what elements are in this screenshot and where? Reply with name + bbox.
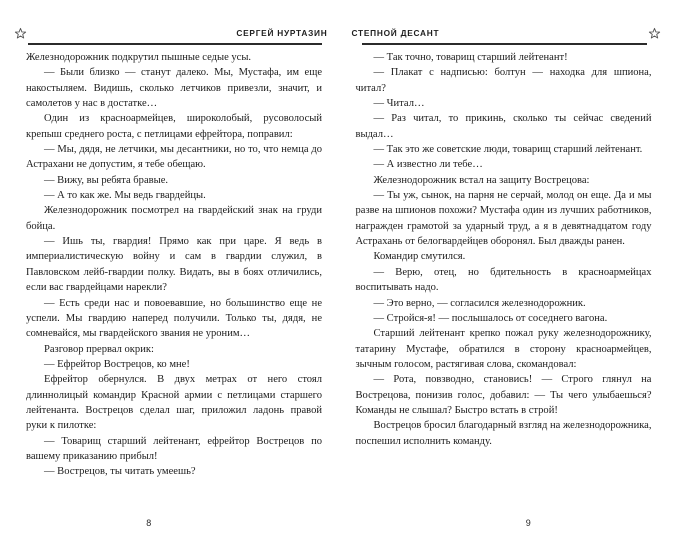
left-running-head	[14, 22, 330, 44]
left-page-textblock	[26, 50, 322, 480]
paragraph: — Это верно, — согласился железнодорожник.	[373, 297, 586, 309]
paragraph: — А известно ли тебе…	[373, 159, 483, 171]
paragraph: Ефрейтор обернулся. В двух метрах от него стоял длиннолицый командир Красной армии с петлицами старшего лейтенанта. Вострецов сделал шаг, приложил ладонь правой руки к пилотке:	[26, 374, 322, 432]
paragraph: — Товарищ старший лейтенант, ефрейтор Вострецов по вашему приказанию прибыл!	[26, 435, 322, 462]
paragraph: Железнодорожник подкрутил пышные седые усы.	[26, 52, 252, 63]
right-running-head-rule	[362, 43, 648, 45]
right-page	[338, 0, 675, 540]
paragraph: Железнодорожник посмотрел на гвардейский знак на груди бойца.	[26, 205, 322, 232]
right-page-textblock	[356, 50, 652, 449]
right-running-head	[350, 22, 662, 44]
paragraph: Вострецов бросил благодарный взгляд на железнодорожника, поспешил исполнить команду.	[355, 420, 652, 447]
paragraph: — Ишь ты, гвардия! Прямо как при царе. Я ведь в империалистическую войну и сам в гвардии служил, в Павловском лейб-гвардии полку. Видать, вы в боях отличились, если вас гвардейцами нарекли?	[26, 236, 322, 294]
left-page-number: 8	[146, 518, 152, 528]
star-icon	[14, 27, 27, 40]
star-icon	[648, 27, 661, 40]
paragraph: Один из красноармейцев, широколобый, русоволосый крепыш среднего роста, с петлицами ефрейтора, поправил:	[26, 113, 322, 140]
paragraph: — Есть среди нас и повоевавшие, но большинство еще не успели. Мы гвардию наперед получили. Только ты, дядя, не сомневайся, мы гвардейского звания не уроним…	[26, 297, 322, 340]
paragraph: — Плакат с надписью: болтун — находка для шпиона, читал?	[355, 67, 652, 94]
paragraph: — Ты уж, сынок, на парня не серчай, молод он еще. Да и мы разве на шпионов похожи? Мустафа один из лучших работников, награжден грамотой за ударный труд, а я в девятнадцатом году Астрахань от белогвардейцев оборонял. Был дважды ранен.	[355, 190, 652, 248]
paragraph: — Так точно, товарищ старший лейтенант!	[373, 52, 568, 63]
paragraph: — Вострецов, ты читать умеешь?	[44, 466, 196, 478]
paragraph: — Так это же советские люди, товарищ старший лейтенант.	[373, 144, 643, 156]
paragraph: — Верю, отец, но бдительность в красноармейцах воспитывать надо.	[355, 266, 652, 294]
paragraph: — Рота, повзводно, становись! — Строго глянул на Вострецова, понизив голос, добавил: — Ты чего улыбаешься? Команды не слышал? Быстро встать в строй!	[355, 374, 652, 416]
paragraph: Командир смутился.	[373, 251, 466, 263]
paragraph: Разговор прервал окрик:	[44, 343, 154, 355]
paragraph: — Были близко — станут далеко. Мы, Мустафа, им еще накостыляем. Видишь, сколько летчиков привезли, значит, и самолетов у нас в достатке…	[26, 67, 322, 110]
paragraph: — Читал…	[373, 98, 425, 110]
right-page-number: 9	[525, 518, 531, 528]
paragraph: — А то как же. Мы ведь гвардейцы.	[44, 190, 206, 202]
left-running-head-text: СЕРГЕЙ НУРТАЗИН	[236, 27, 328, 38]
right-running-head-text: СТЕПНОЙ ДЕСАНТ	[351, 27, 440, 38]
paragraph: — Мы, дядя, не летчики, мы десантники, но то, что немца до Астрахани не допустим, я тебе обещаю.	[26, 144, 322, 171]
paragraph: — Ефрейтор Вострецов, ко мне!	[44, 358, 190, 370]
paragraph: — Раз читал, то прикинь, сколько ты сейчас сведений выдал…	[355, 113, 652, 140]
left-running-head-rule	[28, 43, 322, 45]
paragraph: Железнодорожник встал на защиту Вострецова:	[373, 174, 590, 186]
paragraph: Старший лейтенант крепко пожал руку железнодорожнику, татарину Мустафе, обратился в сторону красноармейцев, зычным голосом, растягивая слова, скомандовал:	[355, 328, 652, 370]
paragraph: — Вижу, вы ребята бравые.	[44, 174, 169, 186]
paragraph: — Стройся-я! — послышалось от соседнего вагона.	[373, 312, 608, 324]
